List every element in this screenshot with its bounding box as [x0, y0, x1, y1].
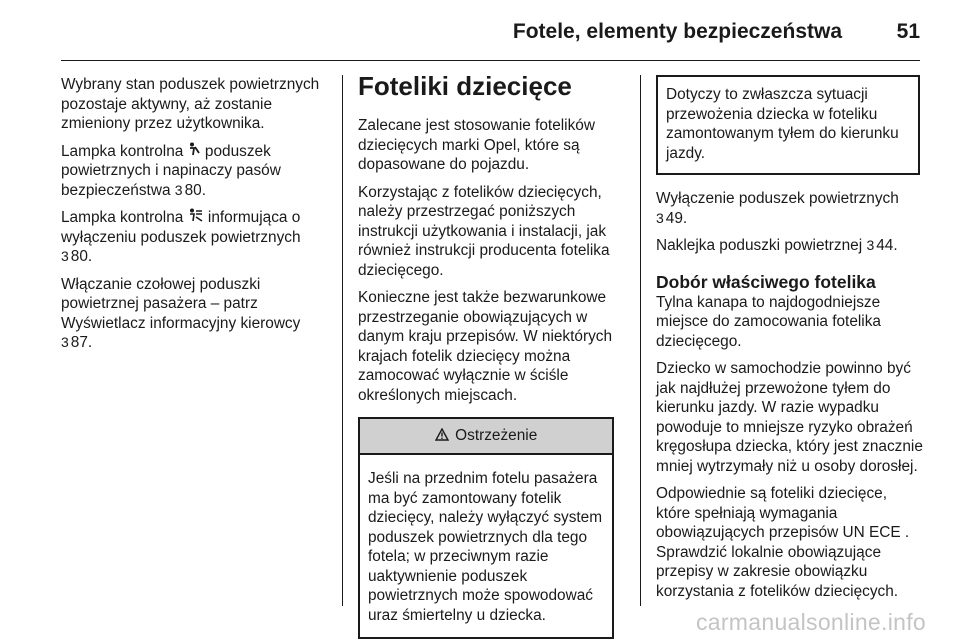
page-ref-icon: 3: [61, 334, 69, 350]
page-ref-icon: 3: [61, 248, 69, 264]
text: informująca o wyłączeniu poduszek powietrznych: [61, 209, 301, 246]
subsection-title: Dobór właściwego fotelika: [656, 271, 876, 292]
column-middle: [358, 70, 626, 639]
note-box: Dotyczy to zwłaszcza sytuacji przewożenia dziecka w foteliku zamontowanym tyłem do kierunku jazdy.: [656, 75, 920, 175]
warning-box: [358, 417, 614, 639]
paragraph: [61, 208, 326, 267]
page-number: 51: [896, 20, 920, 43]
page-ref[interactable]: 80.: [70, 248, 93, 265]
paragraph: Dziecko w samochodzie powinno być jak najdłużej przewożone tyłem do kierunku jazdy. W razie wypadku powoduje to mniejsze ryzyko obrażeń kręgosłupa dziecka, który jest znacznie mniej wytrzymały niż u osoby dorosłej.: [656, 360, 923, 475]
section-title: Foteliki dziecięce: [358, 71, 572, 101]
page-ref[interactable]: 87.: [70, 334, 93, 351]
text: Włączanie czołowej poduszki powietrznej pasażera – patrz Wyświetlacz informacyjny kierowcy: [61, 275, 301, 332]
paragraph: [61, 142, 326, 201]
paragraph: Konieczne jest także bezwarunkowe przestrzeganie obowiązujących w danym kraju przepisów. W niektórych krajach fotelik dziecięcy można zamocować wyłącznie w ściśle określonych miejscach.: [358, 289, 613, 404]
airbag-seatbelt-icon: [188, 142, 201, 162]
paragraph: [61, 275, 326, 353]
text: poduszek powietrznych i napinaczy pasów bezpieczeństwa: [61, 142, 281, 199]
text: Lampka kontrolna: [61, 209, 184, 226]
column-divider: [342, 75, 343, 606]
warning-label: Ostrzeżenie: [455, 427, 538, 444]
warning-header: [360, 419, 612, 455]
warning-text: Jeśli na przednim fotelu pasażera ma być zamontowany fotelik dziecięcy, należy wyłączyć system poduszek powietrznych dla tego fotela; w przeciwnym razie uaktywnienie poduszek powietrznych może spowodować uraz śmiertelny u dziecka.: [368, 470, 603, 624]
page-ref[interactable]: 44.: [876, 237, 898, 254]
page-ref[interactable]: 80.: [184, 181, 206, 199]
text: Naklejka poduszki powietrznej: [656, 237, 863, 254]
paragraph: Tylna kanapa to najdogodniejsze miejsce do zamocowania fotelika dziecięcego.: [656, 293, 881, 350]
page-title: Fotele, elementy bezpieczeństwa: [512, 20, 842, 43]
watermark: carmanualsonline.info: [695, 609, 926, 635]
header-divider: [61, 60, 920, 61]
page-ref-icon: 3: [866, 237, 875, 253]
airbag-off-icon: [188, 208, 204, 228]
paragraph: [656, 189, 924, 228]
page-ref[interactable]: 49.: [665, 209, 688, 227]
text: Wyłączenie poduszek powietrznych: [656, 190, 899, 207]
text: Lampka kontrolna: [61, 142, 184, 160]
column-right: [656, 75, 924, 609]
paragraph: Zalecane jest stosowanie fotelików dziecięcych marki Opel, które są dopasowane do pojazdu.: [358, 117, 595, 173]
column-divider: [640, 75, 641, 606]
paragraph: [656, 236, 924, 256]
column-left: [61, 75, 326, 361]
paragraph: Wybrany stan poduszek powietrznych pozostaje aktywny, aż zostanie zmieniony przez użytkownika.: [61, 76, 320, 132]
paragraph: Odpowiednie są foteliki dziecięce, które spełniają wymagania obowiązujących przepisów UN ECE . Sprawdzić lokalnie obowiązujące przepisy w zakresie obowiązku korzystania z fotelików dziecięcych.: [656, 485, 910, 600]
page-ref-icon: 3: [174, 181, 183, 198]
warning-triangle-icon: [435, 427, 453, 444]
paragraph: Korzystając z fotelików dziecięcych, należy przestrzegać poniższych instrukcji użytkowania i instalacji, jak również instrukcji producenta fotelika dziecięcego.: [358, 183, 610, 279]
page-header: [0, 0, 960, 62]
page-ref-icon: 3: [656, 209, 664, 226]
